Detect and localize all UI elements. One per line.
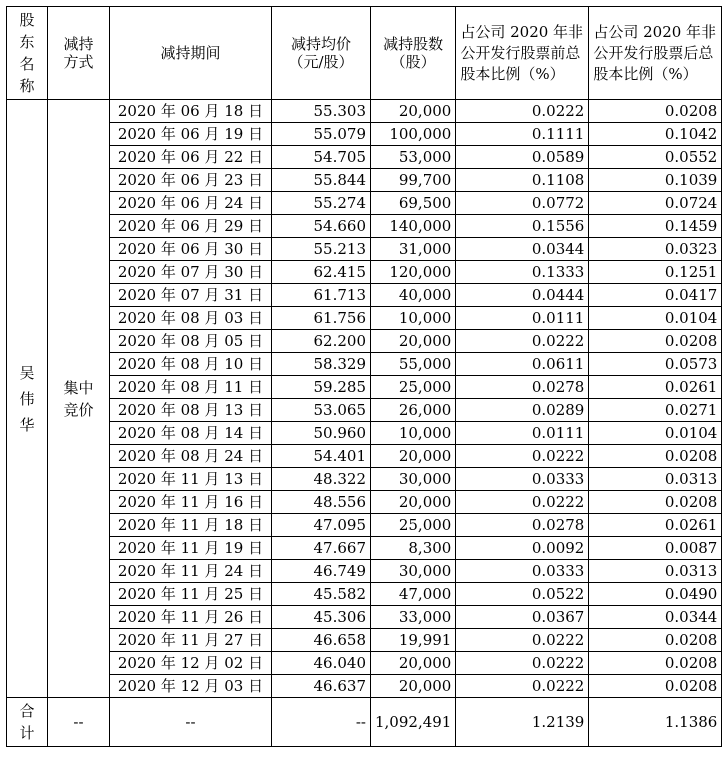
ratio-before-cell: 0.1333 [456, 261, 589, 284]
ratio-after-cell: 0.0208 [589, 445, 722, 468]
ratio-after-cell: 0.0261 [589, 376, 722, 399]
shareholder-name-char: 华 [19, 415, 35, 434]
ratio-after-cell: 0.0344 [589, 606, 722, 629]
ratio-before-cell: 0.0289 [456, 399, 589, 422]
shares-cell: 69,500 [371, 192, 456, 215]
date-cell: 2020 年 11 月 25 日 [110, 583, 272, 606]
ratio-before-cell: 0.0222 [456, 100, 589, 123]
shares-cell: 140,000 [371, 215, 456, 238]
table-row [7, 215, 722, 238]
ratio-after-cell: 0.0208 [589, 629, 722, 652]
ratio-before-cell: 0.0333 [456, 468, 589, 491]
method-text: 竞价 [63, 400, 94, 419]
ratio-after-cell: 0.0313 [589, 468, 722, 491]
ratio-before-cell: 0.0333 [456, 560, 589, 583]
price-cell: 61.756 [272, 307, 371, 330]
price-cell: 54.401 [272, 445, 371, 468]
table-row [7, 100, 722, 123]
table-row [7, 169, 722, 192]
shares-cell: 55,000 [371, 353, 456, 376]
price-cell: 55.213 [272, 238, 371, 261]
ratio-before-cell: 0.0092 [456, 537, 589, 560]
ratio-before-cell: 0.0444 [456, 284, 589, 307]
ratio-after-cell: 0.0208 [589, 652, 722, 675]
date-cell: 2020 年 08 月 14 日 [110, 422, 272, 445]
table-row [7, 353, 722, 376]
ratio-after-cell: 0.0104 [589, 307, 722, 330]
ratio-before-cell: 0.0222 [456, 652, 589, 675]
table-row [7, 238, 722, 261]
ratio-after-cell: 0.1459 [589, 215, 722, 238]
price-cell: 62.415 [272, 261, 371, 284]
price-cell: 48.322 [272, 468, 371, 491]
table-row [7, 491, 722, 514]
date-cell: 2020 年 12 月 02 日 [110, 652, 272, 675]
table-row [7, 514, 722, 537]
date-cell: 2020 年 11 月 24 日 [110, 560, 272, 583]
ratio-after-cell: 0.0261 [589, 514, 722, 537]
total-shares-cell: 1,092,491 [371, 698, 456, 747]
header-avg-price: 减持均价 （元/股） [272, 7, 371, 100]
table-row [7, 675, 722, 698]
ratio-before-cell: 0.0111 [456, 422, 589, 445]
header-shares: 减持股数 （股） [371, 7, 456, 100]
ratio-before-cell: 0.1111 [456, 123, 589, 146]
ratio-after-cell: 0.0271 [589, 399, 722, 422]
date-cell: 2020 年 12 月 03 日 [110, 675, 272, 698]
price-cell: 45.582 [272, 583, 371, 606]
price-cell: 59.285 [272, 376, 371, 399]
table-row [7, 146, 722, 169]
shares-cell: 8,300 [371, 537, 456, 560]
shareholder-name-cell [7, 100, 48, 698]
ratio-after-cell: 0.0490 [589, 583, 722, 606]
price-cell: 58.329 [272, 353, 371, 376]
price-cell: 61.713 [272, 284, 371, 307]
ratio-before-cell: 0.0611 [456, 353, 589, 376]
shares-cell: 25,000 [371, 514, 456, 537]
table-row [7, 307, 722, 330]
price-cell: 50.960 [272, 422, 371, 445]
ratio-before-cell: 0.1108 [456, 169, 589, 192]
table-row [7, 376, 722, 399]
date-cell: 2020 年 06 月 29 日 [110, 215, 272, 238]
shares-cell: 20,000 [371, 100, 456, 123]
date-cell: 2020 年 06 月 23 日 [110, 169, 272, 192]
date-cell: 2020 年 06 月 24 日 [110, 192, 272, 215]
shares-cell: 100,000 [371, 123, 456, 146]
table-row [7, 652, 722, 675]
ratio-after-cell: 0.0313 [589, 560, 722, 583]
price-cell: 46.637 [272, 675, 371, 698]
ratio-before-cell: 0.0589 [456, 146, 589, 169]
price-cell: 54.705 [272, 146, 371, 169]
ratio-after-cell: 0.0573 [589, 353, 722, 376]
ratio-after-cell: 0.0208 [589, 330, 722, 353]
shares-cell: 10,000 [371, 422, 456, 445]
header-shareholder: 股 东 名 称 [7, 7, 48, 100]
date-cell: 2020 年 08 月 10 日 [110, 353, 272, 376]
total-ratio-before-cell: 1.2139 [456, 698, 589, 747]
date-cell: 2020 年 06 月 22 日 [110, 146, 272, 169]
date-cell: 2020 年 07 月 31 日 [110, 284, 272, 307]
price-cell: 55.303 [272, 100, 371, 123]
price-cell: 62.200 [272, 330, 371, 353]
table-row [7, 399, 722, 422]
ratio-before-cell: 0.0222 [456, 491, 589, 514]
table-row [7, 261, 722, 284]
table-row [7, 284, 722, 307]
ratio-before-cell: 0.0772 [456, 192, 589, 215]
total-ratio-after-cell: 1.1386 [589, 698, 722, 747]
ratio-after-cell: 0.1042 [589, 123, 722, 146]
date-cell: 2020 年 11 月 13 日 [110, 468, 272, 491]
date-cell: 2020 年 11 月 27 日 [110, 629, 272, 652]
total-price-cell: -- [272, 698, 371, 747]
ratio-after-cell: 0.0208 [589, 675, 722, 698]
date-cell: 2020 年 11 月 18 日 [110, 514, 272, 537]
price-cell: 46.749 [272, 560, 371, 583]
date-cell: 2020 年 08 月 13 日 [110, 399, 272, 422]
share-reduction-table [6, 6, 722, 747]
total-label-char: 合 [19, 702, 35, 720]
ratio-after-cell: 0.1251 [589, 261, 722, 284]
ratio-before-cell: 0.0111 [456, 307, 589, 330]
date-cell: 2020 年 08 月 03 日 [110, 307, 272, 330]
table-row [7, 192, 722, 215]
date-cell: 2020 年 11 月 19 日 [110, 537, 272, 560]
table-row [7, 629, 722, 652]
ratio-after-cell: 0.1039 [589, 169, 722, 192]
price-cell: 45.306 [272, 606, 371, 629]
ratio-before-cell: 0.0278 [456, 376, 589, 399]
price-cell: 55.079 [272, 123, 371, 146]
shareholder-name-char: 吴 [19, 363, 35, 382]
shares-cell: 30,000 [371, 560, 456, 583]
table-row [7, 468, 722, 491]
date-cell: 2020 年 11 月 16 日 [110, 491, 272, 514]
method-text: 集中 [63, 378, 94, 397]
price-cell: 55.274 [272, 192, 371, 215]
price-cell: 53.065 [272, 399, 371, 422]
date-cell: 2020 年 08 月 11 日 [110, 376, 272, 399]
price-cell: 46.040 [272, 652, 371, 675]
header-period: 减持期间 [110, 7, 272, 100]
table-row [7, 123, 722, 146]
price-cell: 46.658 [272, 629, 371, 652]
ratio-before-cell: 0.0344 [456, 238, 589, 261]
ratio-before-cell: 0.0522 [456, 583, 589, 606]
table-row [7, 445, 722, 468]
date-cell: 2020 年 06 月 30 日 [110, 238, 272, 261]
method-cell [48, 100, 110, 698]
ratio-after-cell: 0.0104 [589, 422, 722, 445]
ratio-before-cell: 0.0222 [456, 330, 589, 353]
ratio-after-cell: 0.0417 [589, 284, 722, 307]
ratio-after-cell: 0.0087 [589, 537, 722, 560]
ratio-after-cell: 0.0323 [589, 238, 722, 261]
header-method: 减持 方式 [48, 7, 110, 100]
date-cell: 2020 年 06 月 18 日 [110, 100, 272, 123]
shares-cell: 20,000 [371, 445, 456, 468]
header-row [7, 7, 722, 100]
shares-cell: 30,000 [371, 468, 456, 491]
header-ratio-before: 占公司 2020 年非公开发行股票前总股本比例（%） [456, 7, 589, 100]
shares-cell: 40,000 [371, 284, 456, 307]
shares-cell: 53,000 [371, 146, 456, 169]
ratio-before-cell: 0.0222 [456, 629, 589, 652]
total-label-cell [7, 698, 48, 747]
shareholder-name-char: 伟 [19, 389, 35, 408]
header-ratio-after: 占公司 2020 年非公开发行股票后总股本比例（%） [589, 7, 722, 100]
shares-cell: 20,000 [371, 652, 456, 675]
price-cell: 55.844 [272, 169, 371, 192]
shares-cell: 31,000 [371, 238, 456, 261]
shares-cell: 26,000 [371, 399, 456, 422]
table-row [7, 560, 722, 583]
shares-cell: 47,000 [371, 583, 456, 606]
ratio-after-cell: 0.0208 [589, 100, 722, 123]
price-cell: 48.556 [272, 491, 371, 514]
table-row [7, 583, 722, 606]
date-cell: 2020 年 06 月 19 日 [110, 123, 272, 146]
date-cell: 2020 年 07 月 30 日 [110, 261, 272, 284]
total-period-cell: -- [110, 698, 272, 747]
price-cell: 47.095 [272, 514, 371, 537]
ratio-before-cell: 0.1556 [456, 215, 589, 238]
date-cell: 2020 年 08 月 05 日 [110, 330, 272, 353]
shares-cell: 20,000 [371, 675, 456, 698]
shares-cell: 10,000 [371, 307, 456, 330]
total-label-char: 计 [19, 724, 35, 742]
shares-cell: 33,000 [371, 606, 456, 629]
ratio-after-cell: 0.0552 [589, 146, 722, 169]
shares-cell: 20,000 [371, 330, 456, 353]
shares-cell: 20,000 [371, 491, 456, 514]
table-row [7, 606, 722, 629]
total-method-cell: -- [48, 698, 110, 747]
total-row [7, 698, 722, 747]
table-row [7, 422, 722, 445]
shares-cell: 19,991 [371, 629, 456, 652]
shares-cell: 99,700 [371, 169, 456, 192]
date-cell: 2020 年 11 月 26 日 [110, 606, 272, 629]
ratio-before-cell: 0.0278 [456, 514, 589, 537]
ratio-before-cell: 0.0222 [456, 445, 589, 468]
shares-cell: 25,000 [371, 376, 456, 399]
table-row [7, 330, 722, 353]
shares-cell: 120,000 [371, 261, 456, 284]
ratio-after-cell: 0.0208 [589, 491, 722, 514]
price-cell: 54.660 [272, 215, 371, 238]
price-cell: 47.667 [272, 537, 371, 560]
ratio-after-cell: 0.0724 [589, 192, 722, 215]
ratio-before-cell: 0.0367 [456, 606, 589, 629]
table-row [7, 537, 722, 560]
ratio-before-cell: 0.0222 [456, 675, 589, 698]
date-cell: 2020 年 08 月 24 日 [110, 445, 272, 468]
